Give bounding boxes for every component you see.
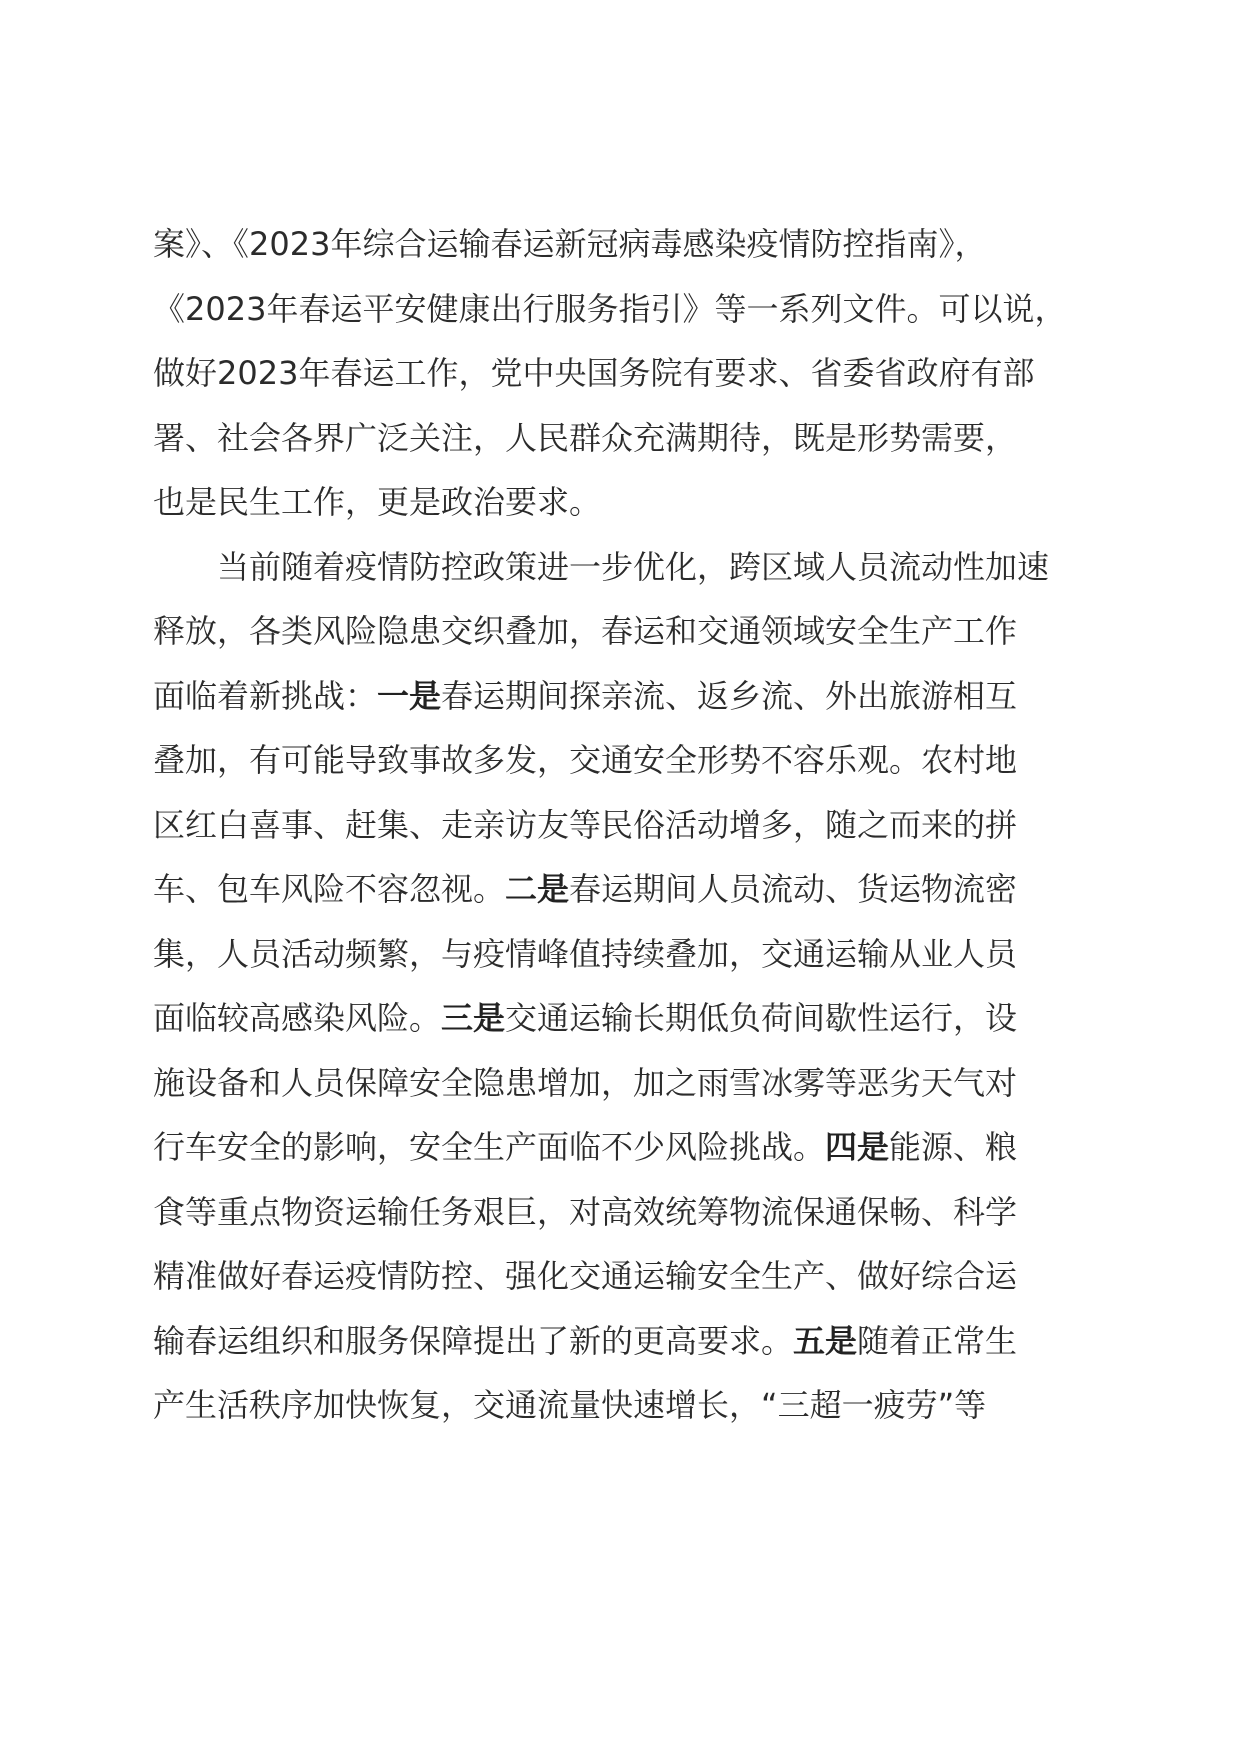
text-line: 案》、《2023年综合运输春运新冠病毒感染疫情防控指南》， [153,225,987,263]
paragraph-continued [153,212,1087,535]
lead-in-second: 二是 [505,870,570,908]
text-segment: 春运期间人员流动、货运物流密 [569,870,1018,908]
lead-in-fifth: 五是 [793,1321,858,1360]
text-line: 施设备和人员保障安全隐患增加，加之雨雪冰雾等恶劣天气对 [153,1063,1018,1102]
text-line: 也是民生工作，更是政治要求。 [153,483,602,521]
text-line [153,986,1087,1051]
paragraph-challenges [153,535,1087,1438]
text-segment: 面临较高感染风险。 [153,999,442,1037]
lead-in-fourth: 四是 [825,1128,890,1166]
text-line: 署、社会各界广泛关注，人民群众充满期待，既是形势需要， [153,418,1018,457]
text-line: 精准做好春运疫情防控、强化交通运输安全生产、做好综合运 [153,1257,1018,1295]
lead-in-third: 三是 [441,999,506,1037]
text-line [153,1309,1087,1374]
text-line: 集，人员活动频繁，与疫情峰值持续叠加，交通运输从业人员 [153,934,1018,973]
text-line [153,664,1087,729]
text-segment: 行车安全的影响，安全生产面临不少风险挑战。 [153,1128,826,1166]
text-segment: 车、包车风险不容忽视。 [153,870,506,908]
text-line: 产生活秩序加快恢复，交通流量快速增长，“三超一疲劳”等 [153,1386,987,1424]
document-body [153,212,1087,1438]
text-segment: 交通运输长期低负荷间歇性运行，设 [505,999,1018,1037]
text-segment: 面临着新挑战： [153,676,378,715]
text-line: 区红白喜事、赶集、走亲访友等民俗活动增多，随之而来的拼 [153,805,1018,844]
text-line: 《2023年春运平安健康出行服务指引》等一系列文件。可以说， [153,289,1067,328]
text-line: 当前随着疫情防控政策进一步优化，跨区域人员流动性加速 [217,547,1050,586]
lead-in-first: 一是 [377,676,442,715]
text-line: 做好2023年春运工作，党中央国务院有要求、省委省政府有部 [153,354,1035,392]
text-line [153,1115,1087,1180]
text-segment: 输春运组织和服务保障提出了新的更高要求。 [153,1321,794,1360]
text-segment: 随着正常生 [857,1321,1018,1360]
text-line [153,857,1087,922]
text-line: 食等重点物资运输任务艰巨，对高效统筹物流保通保畅、科学 [153,1192,1018,1231]
text-line: 释放，各类风险隐患交织叠加，春运和交通领域安全生产工作 [153,612,1018,650]
text-segment: 能源、粮 [889,1128,1018,1166]
text-segment: 春运期间探亲流、返乡流、外出旅游相互 [441,676,1018,715]
text-line: 叠加，有可能导致事故多发，交通安全形势不容乐观。农村地 [153,741,1018,779]
